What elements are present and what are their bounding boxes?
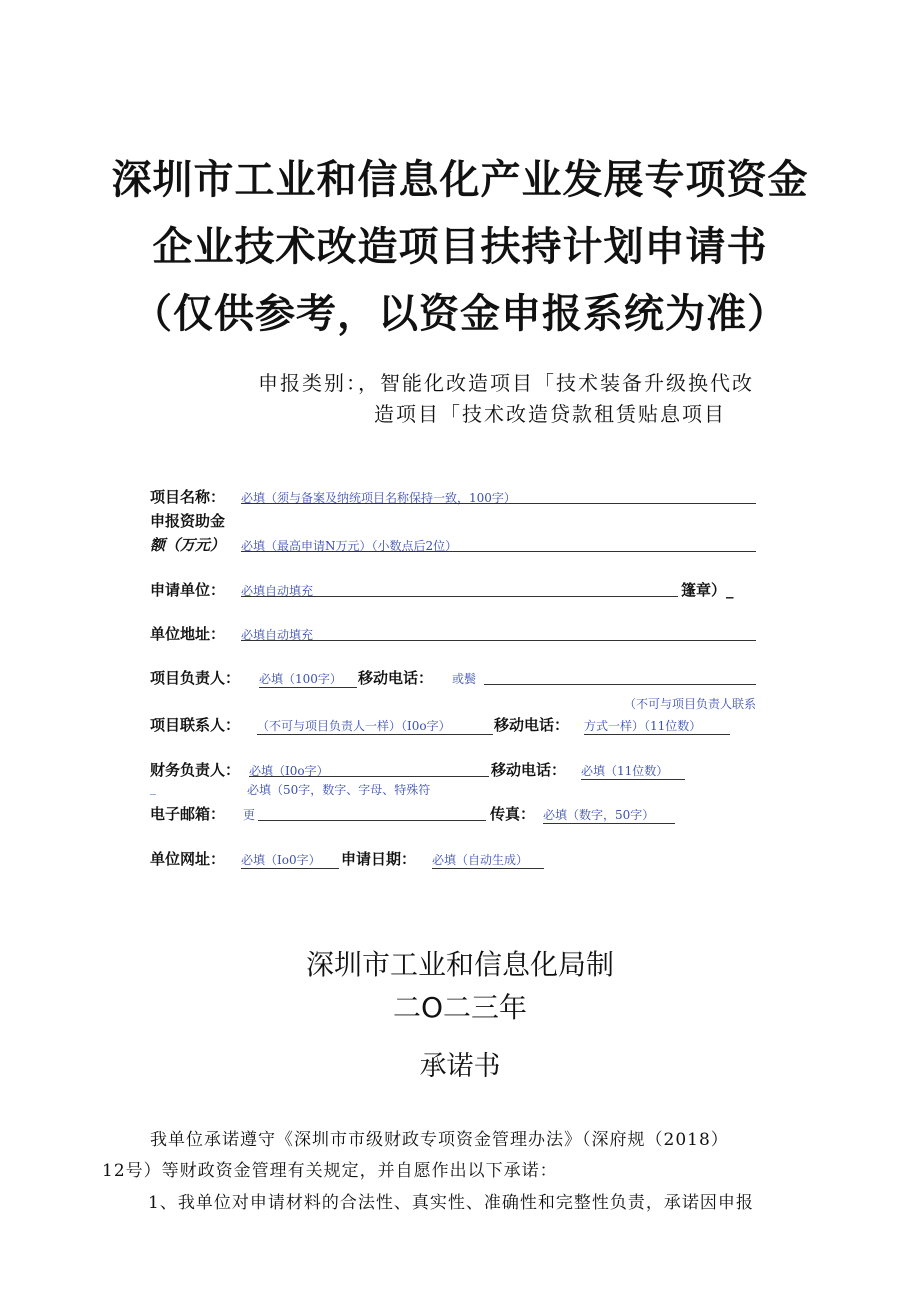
applicant-underline [241,596,678,597]
email-note-dash: _ [150,781,156,795]
promise-heading: 承诺书 [419,1051,501,1082]
email-label: 电子邮箱： [150,805,226,823]
finance-mobile-field[interactable]: 必填（11位数） [581,762,685,780]
email-underline [258,820,486,821]
promise-item-1: 1、我单位对申请材料的合法性、真实性、准确性和完整性负责，承诺因申报 [148,1193,754,1213]
project-name-underline [241,503,756,504]
website-label: 单位网址： [150,850,226,868]
funding-amount-field[interactable]: 必填（最高申请N万元）（小数点后2位） [241,539,458,553]
leader-mobile-label: 移动电话： [358,669,434,687]
date-field[interactable]: 必填（自动生成） [432,851,544,869]
leader-field[interactable]: 必填（100字） [259,670,357,688]
promise-para-1-line-1: 我单位承诺遵守《深圳市市级财政专项资金管理办法》（深府规（2018） [150,1130,729,1150]
fax-label: 传真： [490,805,536,823]
leader-label: 项目负责人： [150,669,241,687]
seal-text: 篷章）_ [681,581,734,599]
contact-mobile-label: 移动电话： [494,716,570,734]
issue-year: 二O二三年 [392,991,528,1024]
title-line-2: 企业技术改造项目扶持计划申请书 [152,224,768,270]
address-underline [241,640,756,641]
applicant-label: 申请单位： [150,581,226,599]
project-name-field[interactable]: 必填（须与备案及纳统项目名称保持一致，100字） [241,491,516,505]
applicant-field[interactable]: 必填自动填充 [241,584,314,598]
issuer: 深圳市工业和信息化局制 [305,948,614,981]
contact-field[interactable]: （不可与项目负责人一样）（I0o字） [257,717,493,735]
contact-note: （不可与项目负责人联系 [624,697,757,711]
leader-mobile-underline [484,684,756,685]
funding-label-line-2: 额（万元） [150,536,226,554]
finance-mobile-label: 移动电话： [491,761,567,779]
finance-field[interactable]: 必填（I0o字） [249,764,329,778]
category-line-1: 申报类别：，智能化改造项目「技术装备升级换代改 [258,371,754,395]
funding-label-line-1: 申报资助金 [150,512,226,530]
funding-underline [241,551,756,552]
contact-mobile-field[interactable]: 方式一样）（11位数） [584,717,730,735]
finance-underline [249,776,489,777]
leader-mobile-field[interactable]: 或鬓 [452,672,477,686]
finance-label: 财务负责人： [150,761,241,779]
title-line-3: （仅供参考，以资金申报系统为准） [132,291,788,337]
promise-para-1-line-2: 12号）等财政资金管理有关规定，并自愿作出以下承诺： [102,1161,558,1181]
title-line-1: 深圳市工业和信息化产业发展专项资金 [111,157,809,203]
contact-label: 项目联系人： [150,716,241,734]
email-note: 必填（50字，数字、字母、特殊符 [247,783,431,797]
website-field[interactable]: 必填（Io0字） [241,851,339,869]
address-field[interactable]: 必填自动填充 [241,628,314,642]
date-label: 申请日期： [341,850,417,868]
email-field[interactable]: 更 [243,808,256,822]
category-line-2: 造项目「技术改造贷款租赁贴息项目 [374,402,726,426]
fax-field[interactable]: 必填（数字，50字） [543,806,675,824]
address-label: 单位地址： [150,625,226,643]
project-name-label: 项目名称： [150,488,226,506]
